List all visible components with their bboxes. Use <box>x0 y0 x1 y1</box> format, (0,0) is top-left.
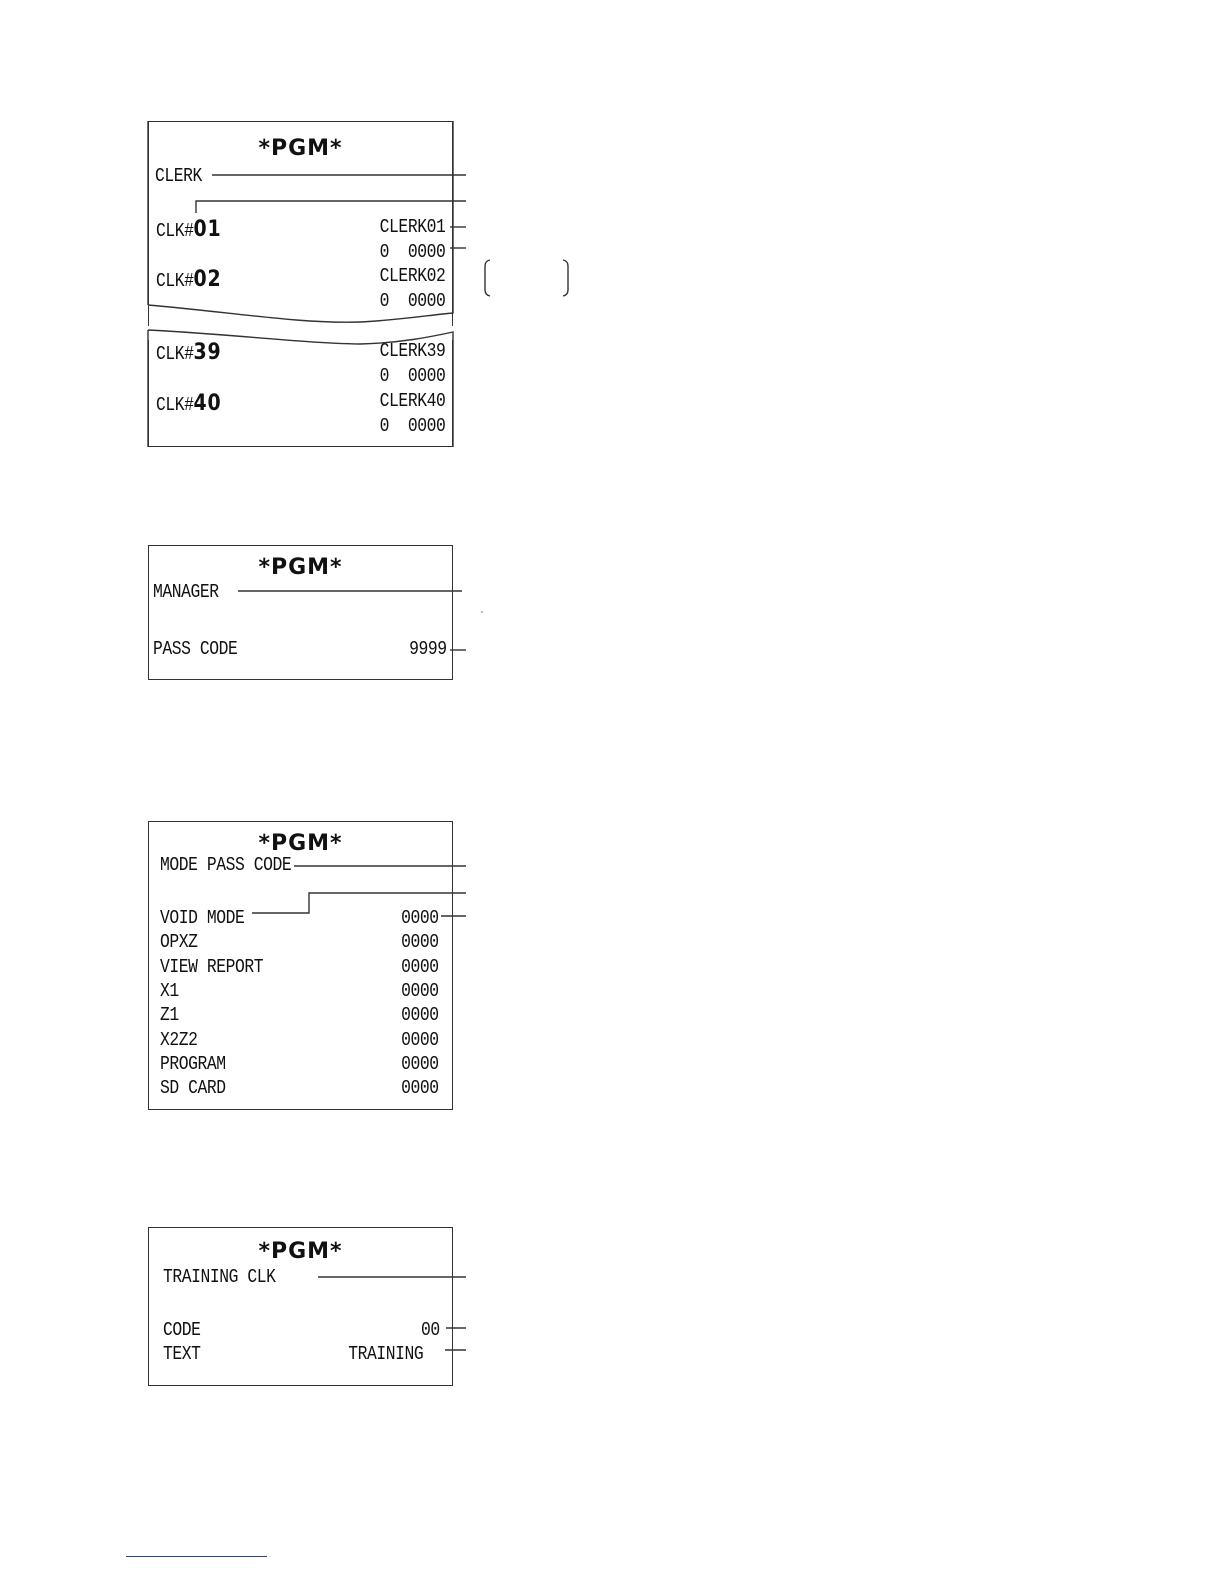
mode-row-value: 0000 <box>401 955 439 978</box>
receipt-title: *PGM* <box>258 555 343 580</box>
clerk-row-label: CLK#40 <box>156 391 222 416</box>
pass-code-label: PASS CODE <box>153 638 238 660</box>
footer-link-underline <box>126 1556 267 1557</box>
mode-pass-code-receipt <box>148 821 453 1110</box>
receipt-title: *PGM* <box>258 831 343 856</box>
manager-heading: MANAGER <box>153 581 219 603</box>
clerk-receipt-bottom <box>148 340 453 447</box>
mode-row-value: 0000 <box>401 1052 439 1075</box>
clerk-name: CLERK40 <box>379 390 445 412</box>
clerk-name: CLERK01 <box>379 216 445 238</box>
receipt-title: *PGM* <box>258 136 343 161</box>
mode-row-label: X1 <box>160 979 179 1002</box>
mode-row-value: 0000 <box>401 1004 439 1027</box>
clerk-codes: 0 0000 <box>379 365 445 387</box>
mode-row-label: VIEW REPORT <box>160 955 264 978</box>
mode-pass-code-heading: MODE PASS CODE <box>160 854 292 876</box>
bracket-right <box>563 260 568 296</box>
text-value: TRAINING <box>347 1343 423 1365</box>
mode-row-label: SD CARD <box>160 1077 226 1100</box>
clerk-name: CLERK02 <box>379 265 445 287</box>
code-label: CODE <box>163 1319 201 1341</box>
mode-row-value: 0000 <box>401 979 439 1002</box>
manager-receipt <box>148 545 453 680</box>
mode-row-value: 0000 <box>401 1077 439 1100</box>
mode-row-value: 0000 <box>401 907 439 929</box>
training-heading: TRAINING CLK <box>163 1266 276 1288</box>
clerk-row-label: CLK#39 <box>156 340 222 365</box>
mode-row-label: X2Z2 <box>160 1028 198 1051</box>
code-value: 00 <box>421 1319 440 1341</box>
clerk-codes: 0 0000 <box>379 290 445 312</box>
clerk-codes: 0 0000 <box>379 241 445 263</box>
pass-code-value: 9999 <box>409 638 447 660</box>
mode-row-label: Z1 <box>160 1004 179 1027</box>
mode-row-label: OPXZ <box>160 931 198 954</box>
mode-row-value: 0000 <box>401 931 439 954</box>
mode-row-label: PROGRAM <box>160 1052 226 1075</box>
training-clerk-receipt <box>148 1227 453 1386</box>
receipt-title: *PGM* <box>258 1239 343 1264</box>
clerk-codes: 0 0000 <box>379 415 445 437</box>
text-label: TEXT <box>163 1343 201 1365</box>
stray-dot <box>481 611 482 612</box>
clerk-heading: CLERK <box>155 165 202 187</box>
bracket-left <box>485 260 490 296</box>
clerk-receipt-top <box>148 121 453 326</box>
mode-row-label: VOID MODE <box>160 907 245 929</box>
clerk-row-label: CLK#01 <box>156 217 222 242</box>
clerk-name: CLERK39 <box>379 340 445 362</box>
clerk-row-label: CLK#02 <box>156 267 222 292</box>
mode-row-value: 0000 <box>401 1028 439 1051</box>
